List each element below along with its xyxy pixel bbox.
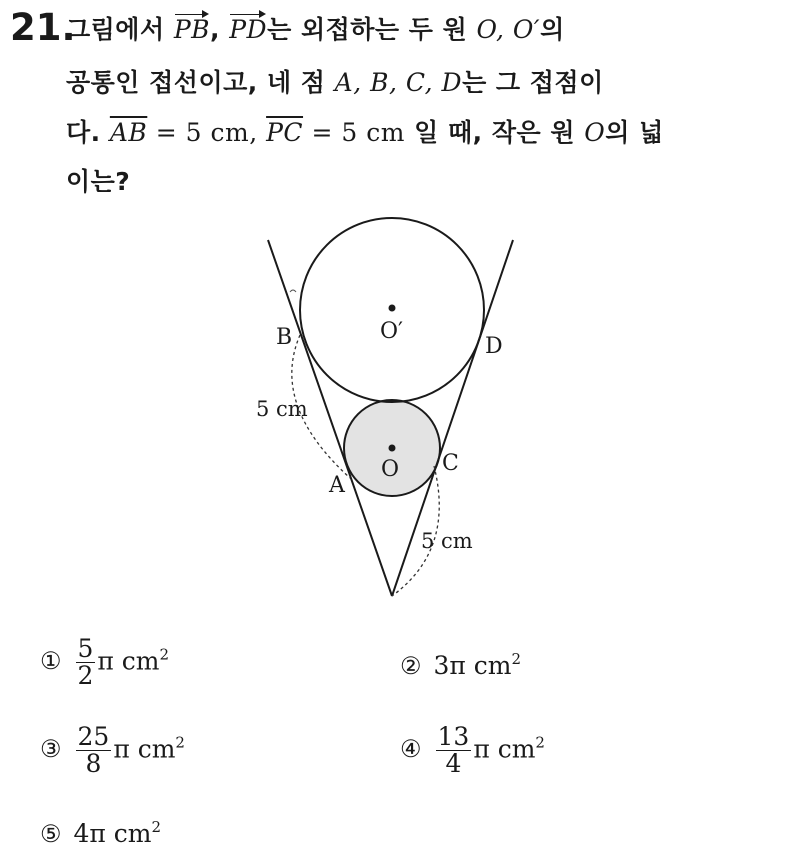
- denominator: 4: [445, 749, 462, 779]
- segment-pc: $\overline{PC}$: [266, 118, 304, 147]
- option-1[interactable]: [40, 636, 169, 690]
- text: 일 때, 작은 원: [404, 118, 585, 147]
- question-number: 21.: [10, 6, 76, 49]
- unit: π cm: [113, 734, 176, 764]
- option-value: 3π cm: [433, 651, 512, 680]
- option-value: 4π cm: [73, 819, 152, 848]
- question-line-4: 이는?: [66, 167, 131, 196]
- label-b: B: [276, 325, 293, 350]
- circle-o-label: O: [476, 15, 496, 44]
- unit: π cm: [473, 734, 536, 764]
- label-a: A: [329, 473, 345, 498]
- circle-o-label: O: [584, 118, 606, 147]
- label-d: D: [485, 334, 503, 359]
- numerator: 25: [77, 722, 110, 751]
- circle-o-prime-label: O′: [512, 15, 541, 44]
- vector-pb: PB: [173, 15, 211, 44]
- segment-ab: $\overline{AB}$: [109, 118, 148, 147]
- exponent: 2: [159, 645, 170, 664]
- length-pc-label: 5 cm: [421, 529, 473, 553]
- denominator: 2: [77, 661, 94, 691]
- numerator: 5: [77, 634, 94, 663]
- equation: = 5 cm,: [147, 118, 267, 147]
- option-marker: ③: [40, 735, 62, 764]
- text: 는 그 접점이: [462, 68, 604, 97]
- option-3[interactable]: [40, 724, 185, 778]
- points-label: A, B, C, D: [334, 68, 463, 97]
- tangent-mark: [290, 290, 296, 292]
- option-marker: ②: [400, 652, 422, 680]
- equation: = 5 cm: [303, 118, 405, 147]
- denominator: 8: [85, 749, 102, 779]
- text: 의: [540, 15, 565, 44]
- center-o-prime-dot: [389, 305, 396, 312]
- text: ,: [210, 15, 230, 44]
- text: 는 외접하는 두 원: [267, 15, 477, 44]
- option-4[interactable]: [400, 724, 545, 778]
- option-marker: ①: [40, 647, 62, 676]
- text: 의 넓: [605, 118, 664, 147]
- fraction: [76, 724, 112, 778]
- exponent: 2: [535, 733, 545, 752]
- exponent: 2: [511, 650, 522, 668]
- fraction: [76, 636, 96, 690]
- option-2[interactable]: [400, 650, 521, 680]
- unit: π cm: [97, 646, 160, 676]
- label-o-prime: O′: [380, 319, 404, 344]
- text: 공통인 접선이고, 네 점: [66, 68, 335, 97]
- label-c: C: [442, 451, 459, 476]
- exponent: 2: [151, 818, 162, 836]
- text: 그림에서: [66, 15, 174, 44]
- center-o-dot: [389, 445, 396, 452]
- option-5[interactable]: [40, 818, 161, 848]
- numerator: 13: [437, 722, 470, 751]
- text: 다.: [66, 118, 110, 147]
- text: ,: [496, 15, 513, 44]
- option-marker: ⑤: [40, 820, 62, 848]
- fraction: [436, 724, 472, 778]
- length-ab-label: 5 cm: [256, 397, 308, 421]
- exponent: 2: [175, 733, 185, 752]
- option-marker: ④: [400, 735, 422, 764]
- label-o: O: [381, 457, 400, 482]
- vector-pd: PD: [229, 15, 268, 44]
